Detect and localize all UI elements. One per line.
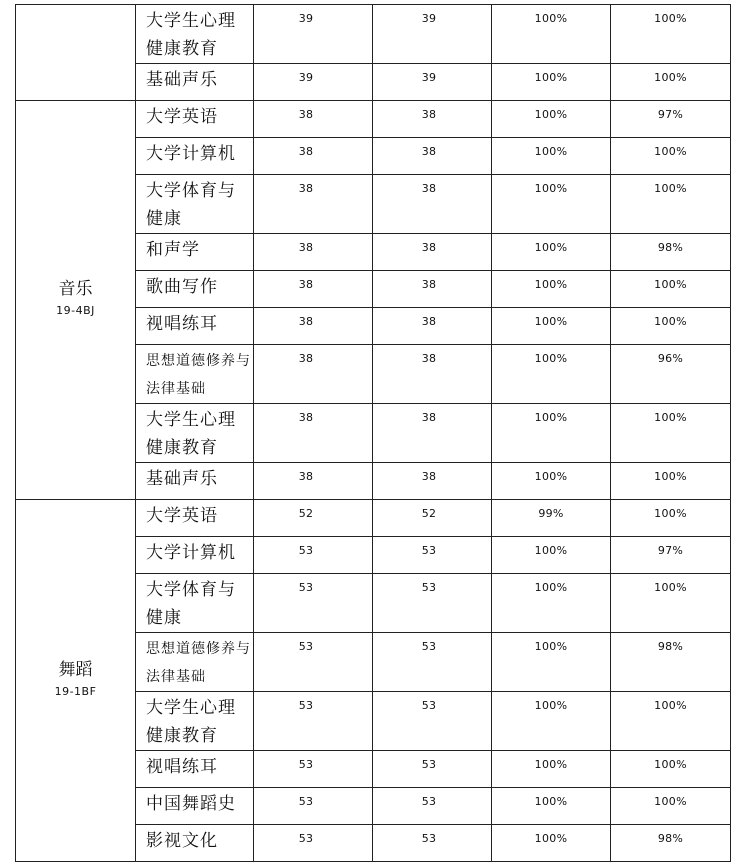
value-cell-a: 53: [254, 692, 373, 751]
value-cell-c: 100%: [492, 751, 611, 788]
value-cell-c: 100%: [492, 308, 611, 345]
value-cell-d: 100%: [611, 64, 731, 101]
course-name-cell: 视唱练耳: [136, 308, 254, 345]
value-cell-d: 100%: [611, 751, 731, 788]
value-cell-a: 38: [254, 138, 373, 175]
value-cell-a: 38: [254, 345, 373, 404]
value-cell-a: 39: [254, 5, 373, 64]
value-cell-c: 100%: [492, 692, 611, 751]
value-cell-a: 38: [254, 234, 373, 271]
value-cell-c: 100%: [492, 64, 611, 101]
value-cell-d: 98%: [611, 234, 731, 271]
value-cell-c: 100%: [492, 345, 611, 404]
value-cell-b: 38: [373, 101, 492, 138]
table-row: [16, 5, 731, 64]
value-cell-c: 100%: [492, 234, 611, 271]
value-cell-d: 100%: [611, 788, 731, 825]
course-name-cell: 大学生心理健康教育: [136, 404, 254, 463]
value-cell-b: 53: [373, 574, 492, 633]
course-name-cell: 大学体育与健康: [136, 574, 254, 633]
value-cell-a: 53: [254, 537, 373, 574]
value-cell-c: 100%: [492, 175, 611, 234]
value-cell-d: 98%: [611, 825, 731, 862]
value-cell-c: 100%: [492, 537, 611, 574]
value-cell-b: 39: [373, 64, 492, 101]
value-cell-d: 97%: [611, 101, 731, 138]
value-cell-a: 38: [254, 101, 373, 138]
course-name-cell: 大学生心理健康教育: [136, 692, 254, 751]
value-cell-d: 100%: [611, 175, 731, 234]
value-cell-a: 53: [254, 788, 373, 825]
value-cell-d: 100%: [611, 692, 731, 751]
value-cell-a: 38: [254, 175, 373, 234]
course-name-cell: 歌曲写作: [136, 271, 254, 308]
course-name-cell: 基础声乐: [136, 64, 254, 101]
group-code: 19-1BF: [54, 684, 97, 698]
value-cell-a: 53: [254, 574, 373, 633]
value-cell-d: 100%: [611, 271, 731, 308]
value-cell-c: 100%: [492, 404, 611, 463]
course-name-cell: 大学生心理健康教育: [136, 5, 254, 64]
value-cell-b: 38: [373, 234, 492, 271]
table-row: [16, 101, 731, 138]
value-cell-a: 52: [254, 500, 373, 537]
value-cell-c: 100%: [492, 5, 611, 64]
group-name: 音乐: [58, 279, 93, 299]
value-cell-c: 100%: [492, 271, 611, 308]
value-cell-a: 53: [254, 633, 373, 692]
value-cell-d: 100%: [611, 138, 731, 175]
course-name-cell: 基础声乐: [136, 463, 254, 500]
results-table: [15, 4, 731, 862]
value-cell-a: 38: [254, 463, 373, 500]
group-name: 舞蹈: [58, 659, 93, 680]
value-cell-b: 53: [373, 788, 492, 825]
value-cell-c: 100%: [492, 138, 611, 175]
value-cell-d: 96%: [611, 345, 731, 404]
value-cell-b: 52: [373, 500, 492, 537]
results-table-body: [16, 5, 731, 862]
course-name-cell: 大学英语: [136, 101, 254, 138]
value-cell-a: 39: [254, 64, 373, 101]
value-cell-b: 53: [373, 692, 492, 751]
value-cell-b: 53: [373, 751, 492, 788]
value-cell-d: 98%: [611, 633, 731, 692]
course-name-cell: 影视文化: [136, 825, 254, 862]
value-cell-d: 100%: [611, 5, 731, 64]
course-name-cell: 思想道德修养与法律基础: [136, 345, 254, 404]
course-name-cell: 思想道德修养与法律基础: [136, 633, 254, 692]
value-cell-a: 38: [254, 404, 373, 463]
value-cell-b: 38: [373, 404, 492, 463]
table-row: [16, 500, 731, 537]
value-cell-b: 38: [373, 271, 492, 308]
value-cell-d: 100%: [611, 574, 731, 633]
value-cell-b: 38: [373, 308, 492, 345]
course-name-cell: 大学体育与健康: [136, 175, 254, 234]
value-cell-b: 39: [373, 5, 492, 64]
value-cell-c: 100%: [492, 825, 611, 862]
group-code: 19-4BJ: [56, 304, 95, 317]
value-cell-c: 100%: [492, 463, 611, 500]
group-cell: [16, 500, 136, 862]
value-cell-d: 100%: [611, 463, 731, 500]
value-cell-b: 38: [373, 175, 492, 234]
course-name-cell: 大学计算机: [136, 537, 254, 574]
value-cell-c: 100%: [492, 574, 611, 633]
value-cell-a: 38: [254, 271, 373, 308]
value-cell-c: 100%: [492, 101, 611, 138]
course-name-cell: 和声学: [136, 234, 254, 271]
value-cell-c: 100%: [492, 788, 611, 825]
group-cell: [16, 101, 136, 500]
value-cell-b: 53: [373, 537, 492, 574]
value-cell-a: 38: [254, 308, 373, 345]
value-cell-b: 38: [373, 138, 492, 175]
course-name-cell: 视唱练耳: [136, 751, 254, 788]
value-cell-d: 97%: [611, 537, 731, 574]
value-cell-b: 53: [373, 633, 492, 692]
course-name-cell: 大学英语: [136, 500, 254, 537]
value-cell-d: 100%: [611, 308, 731, 345]
value-cell-a: 53: [254, 751, 373, 788]
course-name-cell: 中国舞蹈史: [136, 788, 254, 825]
value-cell-a: 53: [254, 825, 373, 862]
value-cell-b: 38: [373, 463, 492, 500]
course-name-cell: 大学计算机: [136, 138, 254, 175]
value-cell-d: 100%: [611, 404, 731, 463]
value-cell-b: 53: [373, 825, 492, 862]
value-cell-c: 99%: [492, 500, 611, 537]
value-cell-d: 100%: [611, 500, 731, 537]
group-cell: [16, 5, 136, 101]
value-cell-b: 38: [373, 345, 492, 404]
value-cell-c: 100%: [492, 633, 611, 692]
